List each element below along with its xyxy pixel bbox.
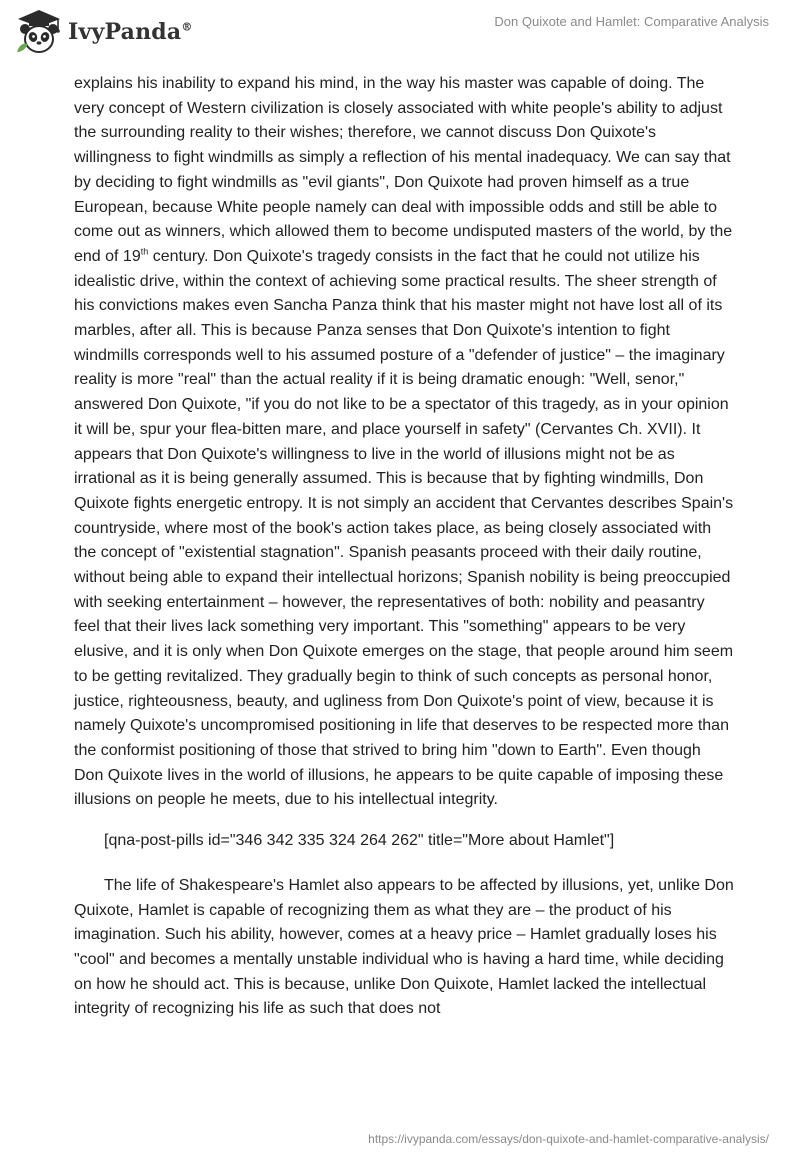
source-url[interactable]: https://ivypanda.com/essays/don-quixote-and-hamlet-comparative-analysis/ [368, 1132, 769, 1146]
panda-graduate-icon [14, 8, 64, 56]
document-title: Don Quixote and Hamlet: Comparative Analysis [494, 14, 769, 29]
paragraph: The life of Shakespeare's Hamlet also appears to be affected by illusions, yet, unlike Don Quixote, Hamlet is capable of recognizing them as what they are – the product of his imagination. Such his ability, however, comes at a heavy price – Hamlet gradually loses his "cool" and becomes a mentally unstable individual who is having a hard time, while deciding on how he should act. This is because, unlike Don Quixote, Hamlet lacked the intellectual integrity of recognizing his life as such that does not [74, 876, 734, 1018]
brand-name: IvyPanda® [68, 19, 193, 45]
essay-body [74, 72, 734, 1022]
page-header [0, 0, 800, 64]
registered-mark: ® [181, 20, 193, 34]
ivypanda-logo[interactable] [14, 8, 193, 56]
paragraph-text: explains his inability to expand his mind, in the way his master was capable of doing. The very concept of Western civilization is closely associated with white people's ability to adjust the surrounding reality to their wishes; therefore, we cannot discuss Don Quixote's willingness to fight windmills as simply a reflection of his mental inadequacy. We can say that by deciding to fight windmills as "evil giants", Don Quixote had proven himself as a true European, because White people namely can deal with impossible odds and still be able to come out as winners, which allowed them to become undisputed masters of the world, by the end of 19 [74, 75, 733, 265]
ordinal-superscript: th [140, 246, 149, 257]
paragraph-text: century. Don Quixote's tragedy consists in the fact that he could not utilize his idealistic drive, within the context of achieving some practical results. The sheer strength of his convictions makes even Sancha Panza think that his master might not have lost all of its marbles, after all. This is because Panza senses that Don Quixote's intention to fight windmills corresponds well to his assumed posture of a "defender of justice" – the imaginary reality is more "real" than the actual reality if it is being dramatic enough: "Well, senor," answered Don Quixote, "if you do not like to be a spectator of this tragedy, as in your opinion it will be, spur your flea-bitten mare, and place yourself in safety" (Cervantes Ch. XVII). It appears that Don Quixote's willingness to live in the world of illusions might not be as irrational as it is being generally assumed. This is because that by fighting windmills, Don Quixote fights energetic entropy. It is not simply an accident that Cervantes describes Spain's countryside, where most of the book's action takes place, as being closely associated with the concept of "existential stagnation". Spanish peasants proceed with their daily routine, without being able to expand their intellectual horizons; Spanish nobility is being preoccupied with seeking entertainment – however, the representatives of both: nobility and peasantry feel that their lives lack something very important. This "something" appears to be very elusive, and it is only when Don Quixote emerges on the stage, that people around him seem to be getting revitalized. They gradually begin to think of such concepts as personal honor, justice, righteousness, beauty, and ugliness from Don Quixote's point of view, because it is namely Quixote's uncompromised positioning in life that deserves to be respected more than the conformist positioning of those that strived to bring him "down to Earth". Even though Don Quixote lives in the world of illusions, he appears to be quite capable of imposing these illusions on people he meets, due to his intellectual integrity. [74, 247, 734, 809]
shortcode-placeholder: [qna-post-pills id="346 342 335 324 264 262" title="More about Hamlet"] [104, 832, 615, 850]
paragraph [74, 72, 734, 813]
